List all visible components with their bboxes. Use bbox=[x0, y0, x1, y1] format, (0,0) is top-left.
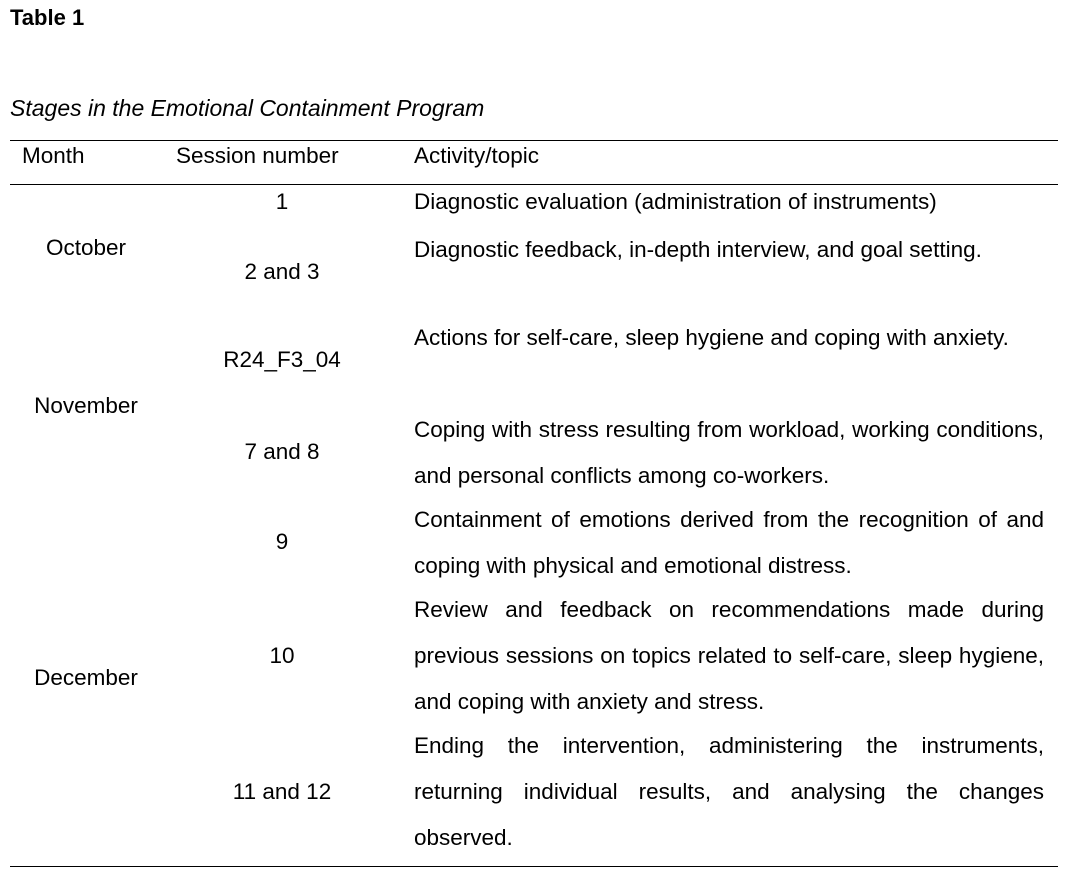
header-activity-topic: Activity/topic bbox=[414, 143, 540, 168]
activity-topic: Diagnostic feedback, in-depth interview, and goal setting. bbox=[414, 237, 982, 262]
month-december: December bbox=[34, 665, 138, 690]
session-number: 9 bbox=[275, 529, 289, 554]
activity-topic: Ending the intervention, administering the instruments, returning individual results, and analysing the changes observed. bbox=[414, 733, 1044, 850]
session-number: 7 and 8 bbox=[244, 439, 320, 464]
table-bottom-rule bbox=[10, 866, 1058, 867]
table-caption: Stages in the Emotional Containment Program bbox=[10, 95, 485, 121]
table-top-rule bbox=[10, 140, 1058, 141]
activity-topic: Actions for self-care, sleep hygiene and coping with anxiety. bbox=[414, 325, 1009, 350]
header-session-number: Session number bbox=[176, 143, 339, 168]
session-number: R24_F3_04 bbox=[223, 347, 341, 372]
month-november: November bbox=[34, 393, 138, 418]
session-number: 10 bbox=[269, 643, 295, 668]
activity-topic: Diagnostic evaluation (administration of instruments) bbox=[414, 189, 937, 214]
activity-topic: Coping with stress resulting from workload, working conditions, and personal conflicts among co-workers. bbox=[414, 417, 1044, 488]
month-october: October bbox=[45, 235, 127, 260]
session-number: 11 and 12 bbox=[232, 779, 332, 804]
activity-topic: Review and feedback on recommendations made during previous sessions on topics related to self-care, sleep hygiene, and coping with anxiety and stress. bbox=[414, 597, 1044, 714]
table-label: Table 1 bbox=[10, 5, 85, 30]
header-month: Month bbox=[22, 143, 85, 168]
session-number: 2 and 3 bbox=[244, 259, 320, 284]
activity-topic: Containment of emotions derived from the recognition of and coping with physical and emotional distress. bbox=[414, 507, 1044, 578]
session-number: 1 bbox=[275, 189, 289, 214]
